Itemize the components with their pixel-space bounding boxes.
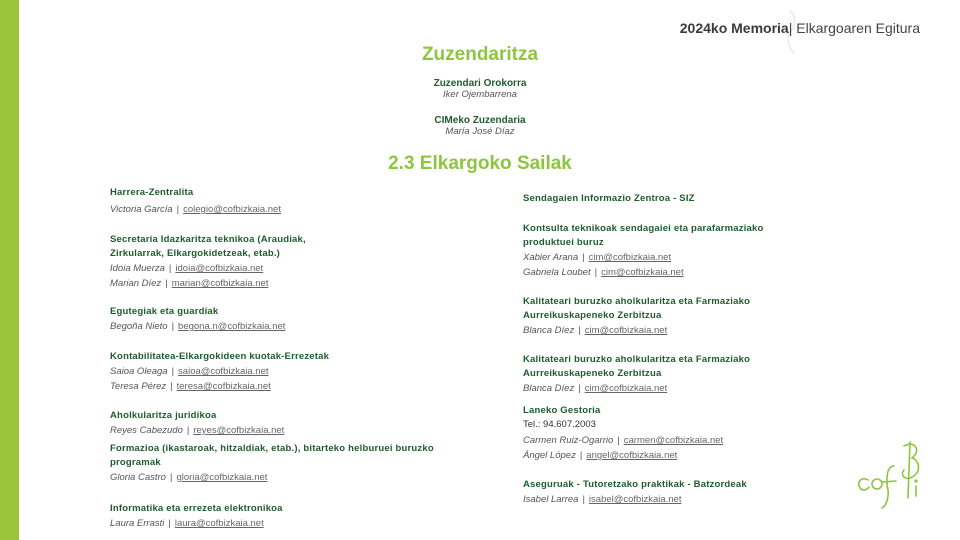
direction-role-2	[300, 115, 660, 137]
contact-name: Xabier Arana	[523, 252, 579, 263]
contact-email-link[interactable]: laura@cofbizkaia.net	[174, 518, 264, 529]
contact-name: Victoria García	[110, 204, 173, 215]
role-person: Iker Ojembarrena	[443, 89, 517, 100]
contact-name: Isabel Larrea	[523, 494, 579, 505]
contact-line: Teresa Pérez | teresa@cofbizkaia.net	[110, 381, 271, 392]
dept-it	[110, 502, 490, 531]
contact-line: Ángel López | angel@cofbizkaia.net	[523, 450, 678, 461]
contact-email-link[interactable]: cim@cofbizkaia.net	[601, 267, 684, 278]
dept-quality-advice-2	[523, 353, 783, 396]
dept-training	[110, 442, 480, 485]
contact-line: Xabier Arana | cim@cofbizkaia.net	[523, 252, 672, 263]
role-title: CIMeko Zuzendaria	[434, 115, 526, 126]
dept-title: Aholkularitza juridikoa	[110, 410, 217, 421]
contact-name: Marian Díez	[110, 278, 162, 289]
contact-email-link[interactable]: colegio@cofbizkaia.net	[183, 204, 281, 215]
contact-email-link[interactable]: teresa@cofbizkaia.net	[176, 381, 271, 392]
contact-name: Gloria Castro	[110, 472, 166, 483]
contact-email-link[interactable]: cim@cofbizkaia.net	[584, 325, 668, 336]
role-title: Zuzendari Orokorra	[433, 78, 527, 89]
contact-email-link[interactable]: gloria@cofbizkaia.net	[176, 472, 268, 483]
contact-line: Gabriela Loubet | cim@cofbizkaia.net	[523, 267, 684, 278]
contact-email-link[interactable]: begona.n@cofbizkaia.net	[178, 321, 286, 332]
dept-insurance	[523, 478, 823, 507]
contact-line: Blanca Díez | cim@cofbizkaia.net	[523, 325, 668, 336]
dept-title: Sendagaien Informazio Zentroa - SIZ	[523, 193, 695, 204]
dept-drug-info-center	[523, 192, 823, 206]
contact-email-link[interactable]: marian@cofbizkaia.net	[171, 278, 269, 289]
dept-secretary	[110, 233, 350, 291]
contact-email-link[interactable]: cim@cofbizkaia.net	[584, 383, 668, 394]
contact-line: Victoria García | colegio@cofbizkaia.net	[110, 204, 281, 215]
dept-quality-advice-1	[523, 295, 783, 338]
dept-accounting	[110, 350, 490, 394]
contact-name: Carmen Ruiz-Ogarrio	[523, 435, 614, 446]
dept-title: Kalitateari buruzko aholkularitza eta Farmaziako Aurreikuskapeneko Zerbitzua	[523, 296, 751, 321]
dept-title: Laneko Gestoria	[523, 405, 601, 416]
cofbi-logo	[852, 436, 924, 512]
contact-line: Laura Errasti | laura@cofbizkaia.net	[110, 518, 264, 529]
direction-role-1	[300, 78, 660, 100]
contact-name: Idoia Muerza	[110, 263, 165, 274]
contact-email-link[interactable]: carmen@cofbizkaia.net	[623, 435, 724, 446]
contact-email-link[interactable]: reyes@cofbizkaia.net	[193, 425, 285, 436]
dept-phone: Tel.: 94.607.2003	[523, 419, 596, 430]
contact-email-link[interactable]: isabel@cofbizkaia.net	[588, 494, 682, 505]
header-section: Elkargoaren Egitura	[796, 20, 920, 36]
dept-title: Formazioa (ikastaroak, hitzaldiak, etab.), bitarteko helburuei buruzko programak	[110, 443, 434, 468]
contact-line: Carmen Ruiz-Ogarrio | carmen@cofbizkaia.net	[523, 435, 724, 446]
role-person: María José Díaz	[445, 126, 515, 137]
dept-title: Kalitateari buruzko aholkularitza eta Farmaziako Aurreikuskapeneko Zerbitzua	[523, 354, 751, 379]
dept-calendars	[110, 305, 490, 334]
contact-line: Blanca Díez | cim@cofbizkaia.net	[523, 383, 668, 394]
dept-reception	[110, 186, 490, 217]
dept-labor-management	[523, 404, 823, 463]
header-report-title: 2024ko Memoria	[679, 20, 789, 36]
contact-line: Begoña Nieto | begona.n@cofbizkaia.net	[110, 321, 286, 332]
contact-line: Saioa Oleaga | saioa@cofbizkaia.net	[110, 366, 269, 377]
contact-line: Isabel Larrea | isabel@cofbizkaia.net	[523, 494, 682, 505]
departments-title: 2.3 Elkargoko Sailak	[388, 153, 572, 174]
contact-line: Reyes Cabezudo | reyes@cofbizkaia.net	[110, 425, 285, 436]
contact-name: Ángel López	[523, 450, 576, 461]
departments-section	[300, 153, 660, 175]
contact-name: Gabriela Loubet	[523, 267, 591, 278]
direction-title: Zuzendaritza	[421, 44, 539, 65]
dept-title: Egutegiak eta guardiak	[110, 306, 219, 317]
contact-name: Begoña Nieto	[110, 321, 168, 332]
page-header	[680, 20, 920, 36]
dept-title: Harrera-Zentralita	[110, 187, 194, 198]
contact-name: Laura Errasti	[110, 518, 165, 529]
contact-name: Reyes Cabezudo	[110, 425, 183, 436]
contact-line: Idoia Muerza | idoia@cofbizkaia.net	[110, 263, 264, 274]
left-accent-bar	[0, 0, 19, 540]
contact-email-link[interactable]: cim@cofbizkaia.net	[588, 252, 672, 263]
direction-section	[300, 44, 660, 66]
contact-name: Saioa Oleaga	[110, 366, 168, 377]
contact-email-link[interactable]: idoia@cofbizkaia.net	[175, 263, 264, 274]
contact-email-link[interactable]: saioa@cofbizkaia.net	[178, 366, 269, 377]
dept-legal	[110, 409, 490, 438]
contact-email-link[interactable]: angel@cofbizkaia.net	[586, 450, 678, 461]
contact-name: Teresa Pérez	[110, 381, 167, 392]
dept-title: Secretaría Idazkaritza teknikoa (Araudiak, Zirkularrak, Elkargokidetzeak, etab.)	[110, 234, 306, 259]
contact-line: Gloria Castro | gloria@cofbizkaia.net	[110, 472, 268, 483]
dept-title: Kontabilitatea-Elkargokideen kuotak-Errezetak	[110, 351, 330, 362]
dept-title: Kontsulta teknikoak sendagaiei eta parafarmaziako produktuei buruz	[523, 223, 764, 248]
contact-name: Blanca Díez	[523, 383, 575, 394]
dept-title: Informatika eta errezeta elektronikoa	[110, 503, 283, 514]
contact-line: Marian Díez | marian@cofbizkaia.net	[110, 278, 269, 289]
dept-technical-queries	[523, 222, 803, 280]
header-separator: |	[788, 20, 793, 36]
contact-name: Blanca Díez	[523, 325, 575, 336]
dept-title: Aseguruak - Tutoretzako praktikak - Batzordeak	[523, 479, 747, 490]
